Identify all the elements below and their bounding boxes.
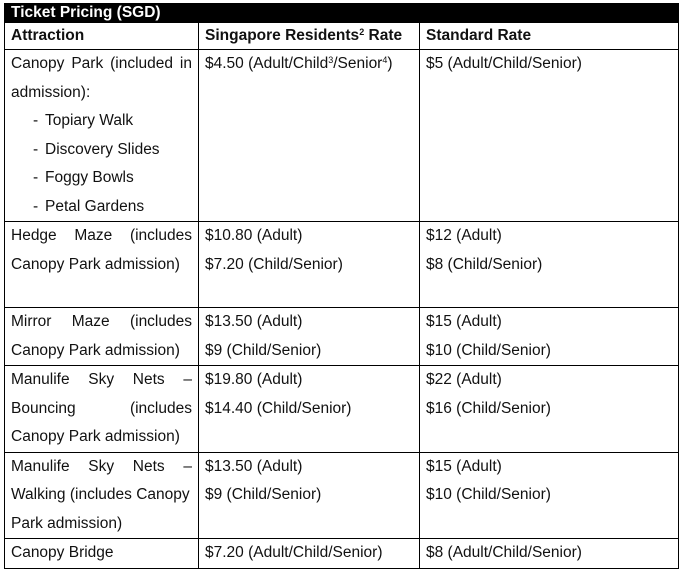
table-row (5, 452, 679, 539)
header-rate-word: Rate (364, 27, 403, 44)
footnote-2: 2 (359, 27, 365, 37)
attraction-line: Manulife Sky Nets – (11, 371, 192, 388)
standard-price: $8 (Child/Senior) (426, 255, 543, 273)
residents-rate-cell (199, 222, 420, 308)
sub-item (11, 193, 192, 222)
attraction-line: Walking (includes Canopy (11, 486, 190, 503)
attraction-line: Mirror Maze (includes (11, 313, 192, 330)
sub-item-label: Topiary Walk (45, 112, 134, 129)
dash-bullet: - (33, 140, 39, 158)
sub-item-label: Petal Gardens (45, 197, 145, 215)
standard-price: $12 (Adult) (426, 227, 502, 244)
attraction-line: Manulife Sky Nets – (11, 457, 192, 475)
table-title: Ticket Pricing (SGD) (5, 4, 420, 23)
sub-item (11, 164, 192, 193)
residents-rate-cell (199, 539, 420, 569)
attraction-cell (5, 222, 199, 308)
dash-bullet: - (33, 169, 39, 186)
footnote-4: 4 (382, 55, 388, 65)
table-title-row (5, 4, 679, 23)
standard-rate-cell (420, 452, 679, 539)
attraction-line: Canopy Park admission) (11, 428, 180, 445)
attraction-line: Canopy Park admission) (11, 341, 180, 359)
resident-price: $7.20 (Child/Senior) (205, 255, 343, 273)
resident-price: $19.80 (Adult) (205, 371, 303, 388)
resident-price: $9 (Child/Senior) (205, 486, 322, 503)
table-row (5, 222, 679, 308)
table-row (5, 50, 679, 222)
table-header-row (5, 23, 679, 50)
standard-price: $15 (Adult) (426, 313, 502, 330)
attraction-line: Canopy Park admission) (11, 255, 180, 273)
ticket-pricing-table (4, 3, 679, 569)
standard-price: $15 (Adult) (426, 457, 502, 475)
standard-rate-cell (420, 308, 679, 366)
table-row (5, 539, 679, 569)
standard-rate-cell (420, 539, 679, 569)
resident-price-part: ) (387, 55, 393, 72)
pricing-table-container (4, 3, 679, 569)
residents-rate-cell (199, 366, 420, 453)
attraction-line: Bouncing (includes (11, 399, 192, 417)
attraction-cell (5, 308, 199, 366)
sub-item (11, 136, 192, 165)
attraction-line: Park admission) (11, 514, 123, 532)
header-residents-rate (199, 23, 420, 50)
attraction-cell (5, 366, 199, 453)
header-attraction: Attraction (5, 23, 199, 50)
standard-price: $5 (Adult/Child/Senior) (426, 55, 582, 72)
dash-bullet: - (33, 197, 39, 215)
attraction-cell (5, 452, 199, 539)
attraction-line: admission): (11, 83, 91, 101)
standard-price: $16 (Child/Senior) (426, 399, 551, 417)
attraction-cell (5, 50, 199, 222)
attraction-line: Canopy Park (included in (11, 55, 192, 72)
table-row (5, 366, 679, 453)
standard-rate-cell (420, 222, 679, 308)
standard-rate-cell (420, 366, 679, 453)
resident-price: $9 (Child/Senior) (205, 341, 322, 359)
standard-price: $22 (Adult) (426, 371, 502, 388)
resident-price-part: /Senior (333, 55, 383, 72)
standard-price: $8 (Adult/Child/Senior) (426, 544, 582, 561)
header-residents-text: Singapore Residents (205, 27, 360, 44)
header-standard-rate: Standard Rate (420, 23, 679, 50)
resident-price: $7.20 (Adult/Child/Senior) (205, 544, 383, 561)
sub-item-label: Discovery Slides (45, 140, 160, 158)
standard-rate-cell (420, 50, 679, 222)
sub-item-label: Foggy Bowls (45, 169, 134, 186)
attraction-line: Canopy Bridge (11, 544, 114, 561)
resident-price: $13.50 (Adult) (205, 313, 303, 330)
dash-bullet: - (33, 112, 39, 129)
title-row-empty-cell (420, 4, 679, 23)
resident-price-part: $4.50 (Adult/Child (205, 55, 329, 72)
footnote-3: 3 (328, 55, 334, 65)
standard-price: $10 (Child/Senior) (426, 341, 551, 359)
sub-item (11, 107, 192, 136)
table-row (5, 308, 679, 366)
residents-rate-cell (199, 308, 420, 366)
residents-rate-cell (199, 452, 420, 539)
attraction-line: Hedge Maze (includes (11, 227, 192, 244)
resident-price: $14.40 (Child/Senior) (205, 399, 352, 417)
resident-price: $13.50 (Adult) (205, 457, 303, 475)
residents-rate-cell (199, 50, 420, 222)
resident-price: $10.80 (Adult) (205, 227, 303, 244)
standard-price: $10 (Child/Senior) (426, 486, 551, 503)
attraction-cell (5, 539, 199, 569)
